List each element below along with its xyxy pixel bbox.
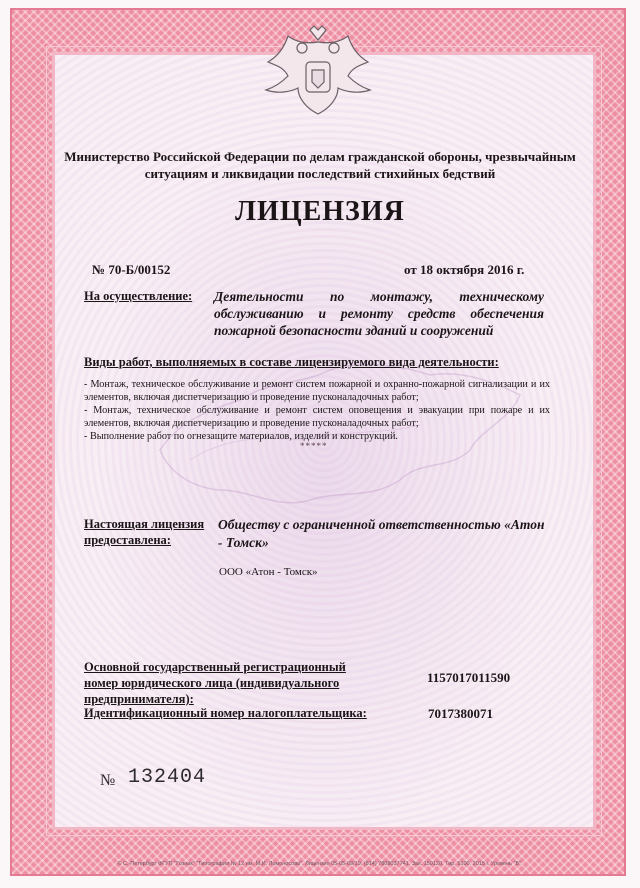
blank-serial-number: 132404 bbox=[128, 766, 207, 789]
works-item: - Монтаж, техническое обслуживание и ремонт систем пожарной и охранно-пожарной сигнализации и их элементов, включая диспетчеризацию и проведение пусконаладочных работ; bbox=[84, 379, 550, 403]
separator-stars: ***** bbox=[300, 441, 328, 451]
license-date: от 18 октября 2016 г. bbox=[404, 262, 525, 277]
license-number: № 70-Б/00152 bbox=[92, 262, 171, 277]
document-title: ЛИЦЕНЗИЯ bbox=[235, 196, 405, 227]
ogrn-value: 1157017011590 bbox=[427, 670, 511, 685]
ogrn-label: Основной государственный регистрационный номер юридического лица (индивидуального предпринимателя): bbox=[84, 660, 346, 706]
inn-value: 7017380071 bbox=[428, 706, 493, 721]
ministry-name: Министерство Российской Федерации по делам гражданской обороны, чрезвычайным ситуациям и ликвидации последствий стихийных бедствий bbox=[64, 149, 576, 181]
licensed-activity: Деятельности по монтажу, техническому обслуживанию и ремонту средств обеспечения пожарной безопасности зданий и сооружений bbox=[214, 289, 544, 338]
serial-number-sign: № bbox=[100, 772, 116, 789]
coat-of-arms-emblem bbox=[262, 22, 374, 122]
holder-label-line1: Настоящая лицензия bbox=[84, 517, 205, 531]
inn-label: Идентификационный номер налогоплательщика: bbox=[84, 706, 367, 720]
holder-short-name: ООО «Атон - Томск» bbox=[219, 566, 318, 578]
printer-imprint: © С.-Петербург ФГУП "Гознак" "Типография № 12 им. М.И. Ломоносова". Лицензия 05-05-09/19. (814) 7808037741. Зак. 150120. Тир. 5100. 2015 г. Уровень "Б". bbox=[117, 861, 523, 867]
purpose-label: На осуществление: bbox=[84, 289, 193, 303]
works-list bbox=[84, 378, 550, 443]
works-item: - Выполнение работ по огнезащите материалов, изделий и конструкций. bbox=[84, 431, 398, 442]
holder-label-line2: предоставлена: bbox=[84, 533, 171, 547]
holder-full-name: Обществу с ограниченной ответственностью «Атон - Томск» bbox=[218, 517, 545, 550]
works-heading: Виды работ, выполняемых в составе лицензируемого вида деятельности: bbox=[84, 355, 499, 369]
works-item: - Монтаж, техническое обслуживание и ремонт систем оповещения и эвакуации при пожаре и их элементов, включая диспетчеризацию и проведение пусконаладочных работ; bbox=[84, 405, 550, 429]
